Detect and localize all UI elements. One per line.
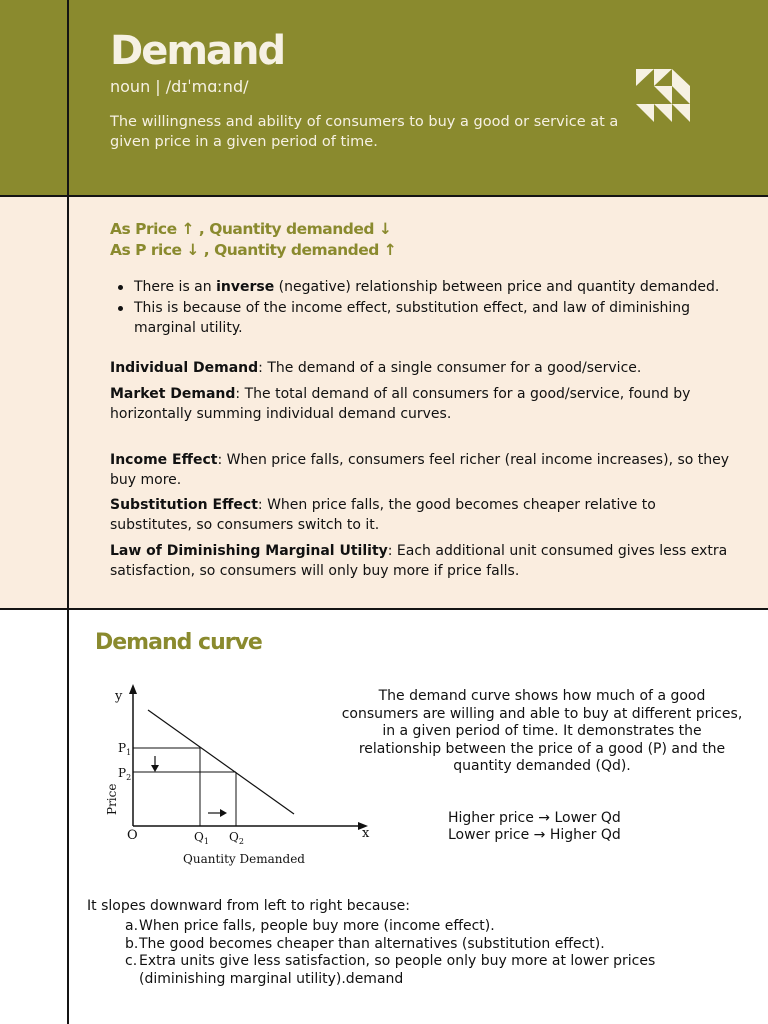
list-text: Extra units give less satisfaction, so people only buy more at lower prices (diminishing marginal utility).demand [139, 953, 656, 987]
p1-label: $P_1$ [118, 741, 132, 757]
definition-text: The willingness and ability of consumers to buy a good or service at a given price in a given period of time. [110, 114, 619, 150]
term: Income Effect [110, 452, 218, 468]
bullet-text: This is because of the income effect, substitution effect, and law of diminishing marginal utility. [134, 299, 691, 336]
definition-diminishing-utility [110, 541, 740, 581]
quantity-rise-arrowhead [220, 809, 227, 817]
y-axis-arrowhead [129, 684, 137, 694]
rule-price-down: As P rice ↓ , Quantity demanded ↑ [110, 241, 397, 259]
bullet-list [110, 277, 750, 339]
page-title: Demand [110, 28, 285, 74]
list-marker: b. [125, 935, 139, 952]
slope-intro: It slopes downward from left to right because: [87, 898, 410, 914]
bullet-text: There is an [134, 279, 217, 295]
list-item [118, 936, 718, 954]
q2-label: $Q_2$ [229, 830, 244, 846]
demand-curve-line [148, 710, 294, 814]
price-fall-arrowhead [151, 765, 159, 772]
list-item [118, 918, 718, 936]
bullet-item [110, 277, 750, 298]
bullet-item [110, 298, 750, 339]
origin-label: O [127, 828, 138, 843]
definition-substitution-effect [110, 495, 740, 535]
quantity-axis-title: Quantity Demanded [183, 852, 305, 866]
slope-reasons-list [118, 918, 718, 988]
term-text: : The total demand of all consumers for a good/service, found by horizontally summing individual demand curves. [110, 386, 691, 422]
term-text: : Each additional unit consumed gives less extra satisfaction, so consumers will only buy more if price falls. [110, 543, 728, 579]
definition-income-effect [110, 450, 740, 490]
relation-lower-price: Lower price → Higher Qd [448, 827, 621, 843]
definition-individual-demand [110, 358, 740, 378]
list-item [118, 953, 718, 988]
price-axis-title: Price [105, 783, 119, 815]
curve-description: The demand curve shows how much of a good consumers are willing and able to buy at different prices, in a given period of time. It demonstrates the relationship between the price of a good (P) and the quantity demanded (Qd). [341, 688, 743, 774]
term-text: : The demand of a single consumer for a good/service. [258, 360, 642, 376]
demand-curve-diagram [96, 680, 376, 872]
section-title: Demand curve [95, 630, 262, 655]
term: Substitution Effect [110, 497, 258, 513]
list-marker: a. [125, 918, 139, 934]
divider-top [0, 195, 768, 197]
y-axis-label: y [115, 689, 123, 704]
pronunciation: noun | /dɪˈmɑːnd/ [110, 77, 249, 96]
divider-middle [0, 608, 768, 610]
term: Market Demand [110, 386, 236, 402]
term-text: : When price falls, the good becomes cheaper relative to substitutes, so consumers switch to it. [110, 497, 656, 533]
bullet-emphasis: inverse [216, 279, 275, 295]
triangle-mosaic-logo-icon [636, 69, 692, 122]
p2-label: $P_2$ [118, 766, 132, 782]
bullet-text: (negative) relationship between price and quantity demanded. [274, 279, 720, 295]
q1-label: $Q_1$ [194, 830, 209, 846]
term-text: : When price falls, consumers feel richer (real income increases), so they buy more. [110, 452, 730, 488]
margin-rule [67, 0, 69, 1024]
rule-price-up: As Price ↑ , Quantity demanded ↓ [110, 220, 392, 238]
term: Individual Demand [110, 360, 259, 376]
x-axis-label: x [362, 826, 370, 841]
list-marker: c. [125, 953, 138, 969]
relation-higher-price: Higher price → Lower Qd [448, 810, 621, 826]
term: Law of Diminishing Marginal Utility [110, 543, 388, 559]
list-text: The good becomes cheaper than alternatives (substitution effect). [139, 935, 605, 952]
list-text: When price falls, people buy more (income effect). [139, 918, 495, 934]
definition-market-demand [110, 384, 740, 424]
